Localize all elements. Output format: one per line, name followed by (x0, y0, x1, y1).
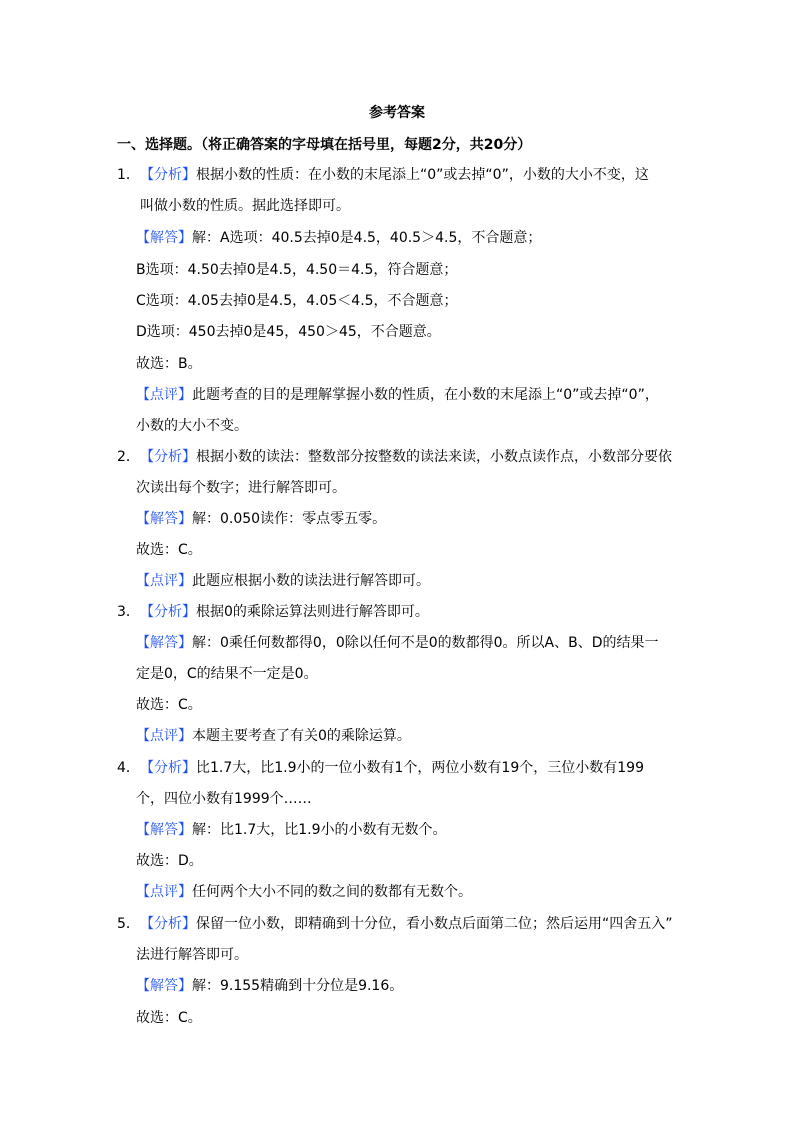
analysis-tag: 【分析】 (140, 760, 196, 776)
comment-tag: 【点评】 (136, 728, 192, 744)
comment-line: 小数的大小不变。 (136, 418, 248, 434)
answer-line: 【解答】解：0乘任何数都得0，0除以任何不是0的数都得0。所以A、B、D的结果一 (136, 635, 659, 651)
answer-line: 【解答】解：0.050读作：零点零五零。 (136, 511, 387, 527)
analysis-line: 【分析】比1.7大，比1.9小的一位小数有1个，两位小数有19个，三位小数有199 (140, 760, 644, 776)
analysis-line: 【分析】根据0的乘除运算法则进行解答即可。 (140, 604, 429, 620)
choice-line: 故选：B。 (136, 356, 202, 372)
choice-line: 故选：D。 (136, 853, 203, 869)
analysis-line: 【分析】根据小数的性质：在小数的末尾添上“0”或去掉“0”，小数的大小不变，这 (140, 167, 649, 183)
analysis-line: 法进行解答即可。 (136, 947, 248, 963)
question-number: 5． (117, 916, 140, 932)
answer-line: B选项：4.50去掉0是4.5，4.50＝4.5，符合题意； (136, 262, 458, 278)
question-number: 4． (117, 760, 140, 776)
analysis-tag: 【分析】 (140, 449, 196, 465)
choice-line: 故选：C。 (136, 542, 202, 558)
answer-line: D选项：450去掉0是45，450＞45，不合题意。 (136, 324, 441, 340)
analysis-line: 次读出每个数字；进行解答即可。 (136, 480, 346, 496)
answer-line: 【解答】解：比1.7大，比1.9小的小数有无数个。 (136, 822, 447, 838)
answer-tag: 【解答】 (136, 822, 192, 838)
analysis-line: 【分析】保留一位小数，即精确到十分位，看小数点后面第二位；然后运用“四舍五入” (140, 916, 673, 932)
comment-line: 【点评】此题考查的目的是理解掌握小数的性质，在小数的末尾添上“0”或去掉“0”， (136, 387, 659, 403)
comment-line: 【点评】此题应根据小数的读法进行解答即可。 (136, 573, 430, 589)
answer-tag: 【解答】 (136, 511, 192, 527)
question-number: 1． (117, 167, 140, 183)
answer-line: 【解答】解：A选项：40.5去掉0是4.5，40.5＞4.5，不合题意； (136, 230, 542, 246)
analysis-line: 【分析】根据小数的读法：整数部分按整数的读法来读，小数点读作点，小数部分要依 (140, 449, 672, 465)
comment-tag: 【点评】 (136, 884, 192, 900)
answer-tag: 【解答】 (136, 978, 192, 994)
analysis-line: 个，四位小数有1999个…… (136, 791, 312, 807)
question-number: 3． (117, 604, 140, 620)
answer-tag: 【解答】 (136, 635, 192, 651)
analysis-tag: 【分析】 (140, 604, 196, 620)
analysis-tag: 【分析】 (140, 167, 196, 183)
question-number: 2． (117, 449, 140, 465)
page-title: 参考答案 (369, 105, 425, 121)
comment-tag: 【点评】 (136, 573, 192, 589)
analysis-line: 叫做小数的性质。据此选择即可。 (140, 198, 350, 214)
answer-line: C选项：4.05去掉0是4.5，4.05＜4.5，不合题意； (136, 293, 458, 309)
section-header: 一、选择题。（将正确答案的字母填在括号里，每题2分，共20分） (117, 137, 532, 153)
answer-tag: 【解答】 (136, 230, 192, 246)
comment-tag: 【点评】 (136, 387, 192, 403)
answer-line: 【解答】解：9.155精确到十分位是9.16。 (136, 978, 404, 994)
comment-line: 【点评】本题主要考查了有关0的乘除运算。 (136, 728, 411, 744)
analysis-tag: 【分析】 (140, 916, 196, 932)
comment-line: 【点评】任何两个大小不同的数之间的数都有无数个。 (136, 884, 472, 900)
choice-line: 故选：C。 (136, 1010, 202, 1026)
choice-line: 故选：C。 (136, 697, 202, 713)
answer-line: 定是0，C的结果不一定是0。 (136, 666, 318, 682)
